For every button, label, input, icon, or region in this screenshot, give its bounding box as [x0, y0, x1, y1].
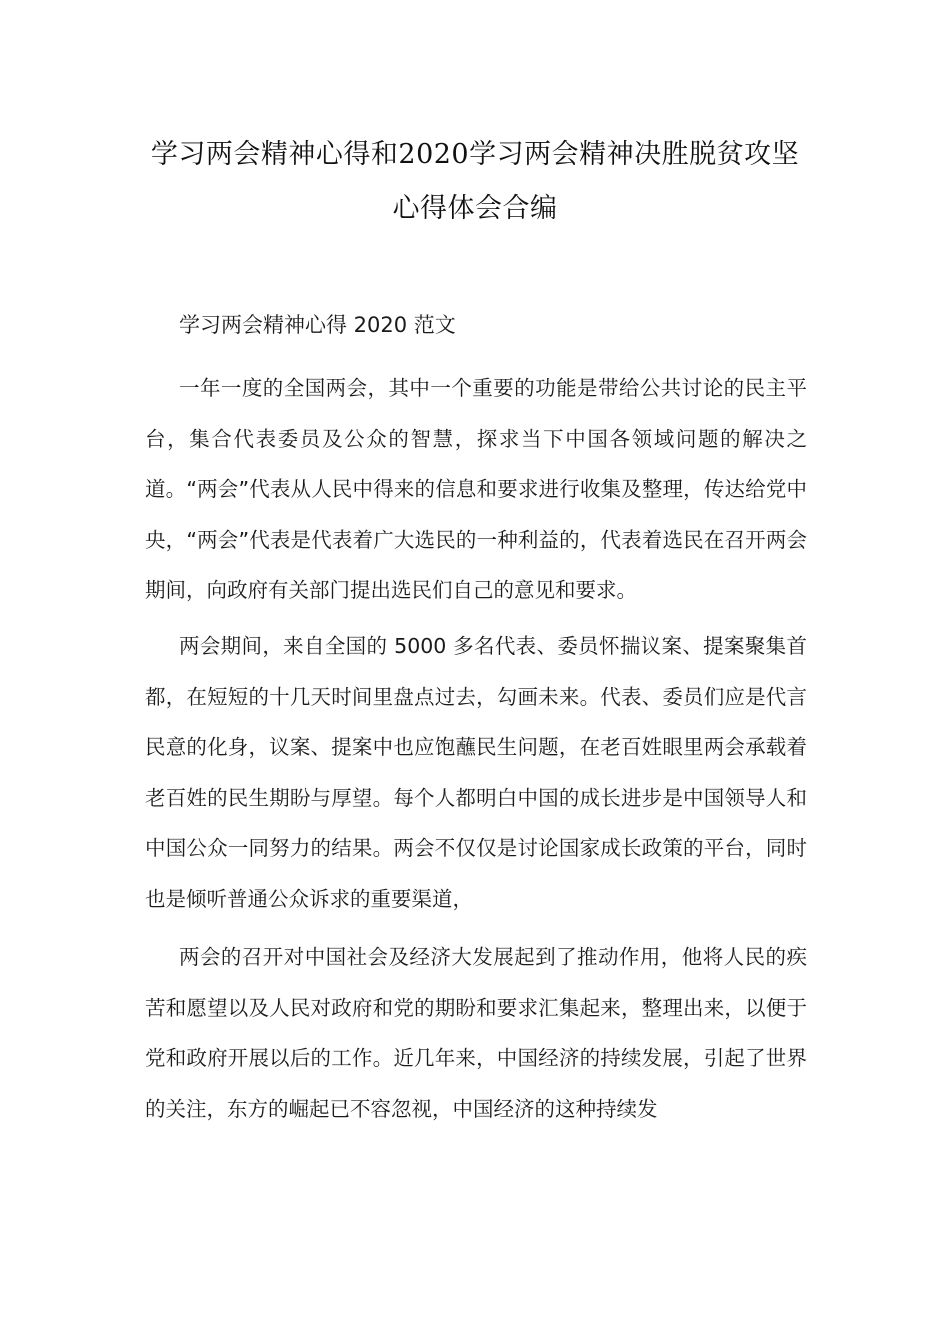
paragraph-3: 两会的召开对中国社会及经济大发展起到了推动作用，他将人民的疾苦和愿望以及人民对政府和党的期盼和要求汇集起来，整理出来，以便于党和政府开展以后的工作。近几年来，中国经济的持续发展，引起了世界的关注，东方的崛起已不容忽视，中国经济的这种持续发	[145, 945, 807, 1121]
title-line-2: 心得体会合编	[392, 193, 558, 224]
paragraph-2: 两会期间，来自全国的 5000 多名代表、委员怀揣议案、提案聚集首都，在短短的十几天时间里盘点过去，勾画未来。代表、委员们应是代言民意的化身，议案、提案中也应饱蘸民生问题，在老百姓眼里两会承载着老百姓的民生期盼与厚望。每个人都明白中国的成长进步是中国领导人和中国公众一同努力的结果。两会不仅仅是讨论国家成长政策的平台，同时也是倾听普通公众诉求的重要渠道，	[145, 634, 807, 911]
title-line-1: 学习两会精神心得和2020学习两会精神决胜脱贫攻坚	[150, 139, 800, 170]
section-heading: 学习两会精神心得 2020 范文	[179, 313, 456, 337]
paragraph-1: 一年一度的全国两会，其中一个重要的功能是带给公共讨论的民主平台，集合代表委员及公众的智慧，探求当下中国各领域问题的解决之道。“两会”代表从人民中得来的信息和要求进行收集及整理，传达给党中央，“两会”代表是代表着广大选民的一种利益的，代表着选民在召开两会期间，向政府有关部门提出选民们自己的意见和要求。	[145, 376, 807, 602]
document-title	[120, 128, 830, 236]
